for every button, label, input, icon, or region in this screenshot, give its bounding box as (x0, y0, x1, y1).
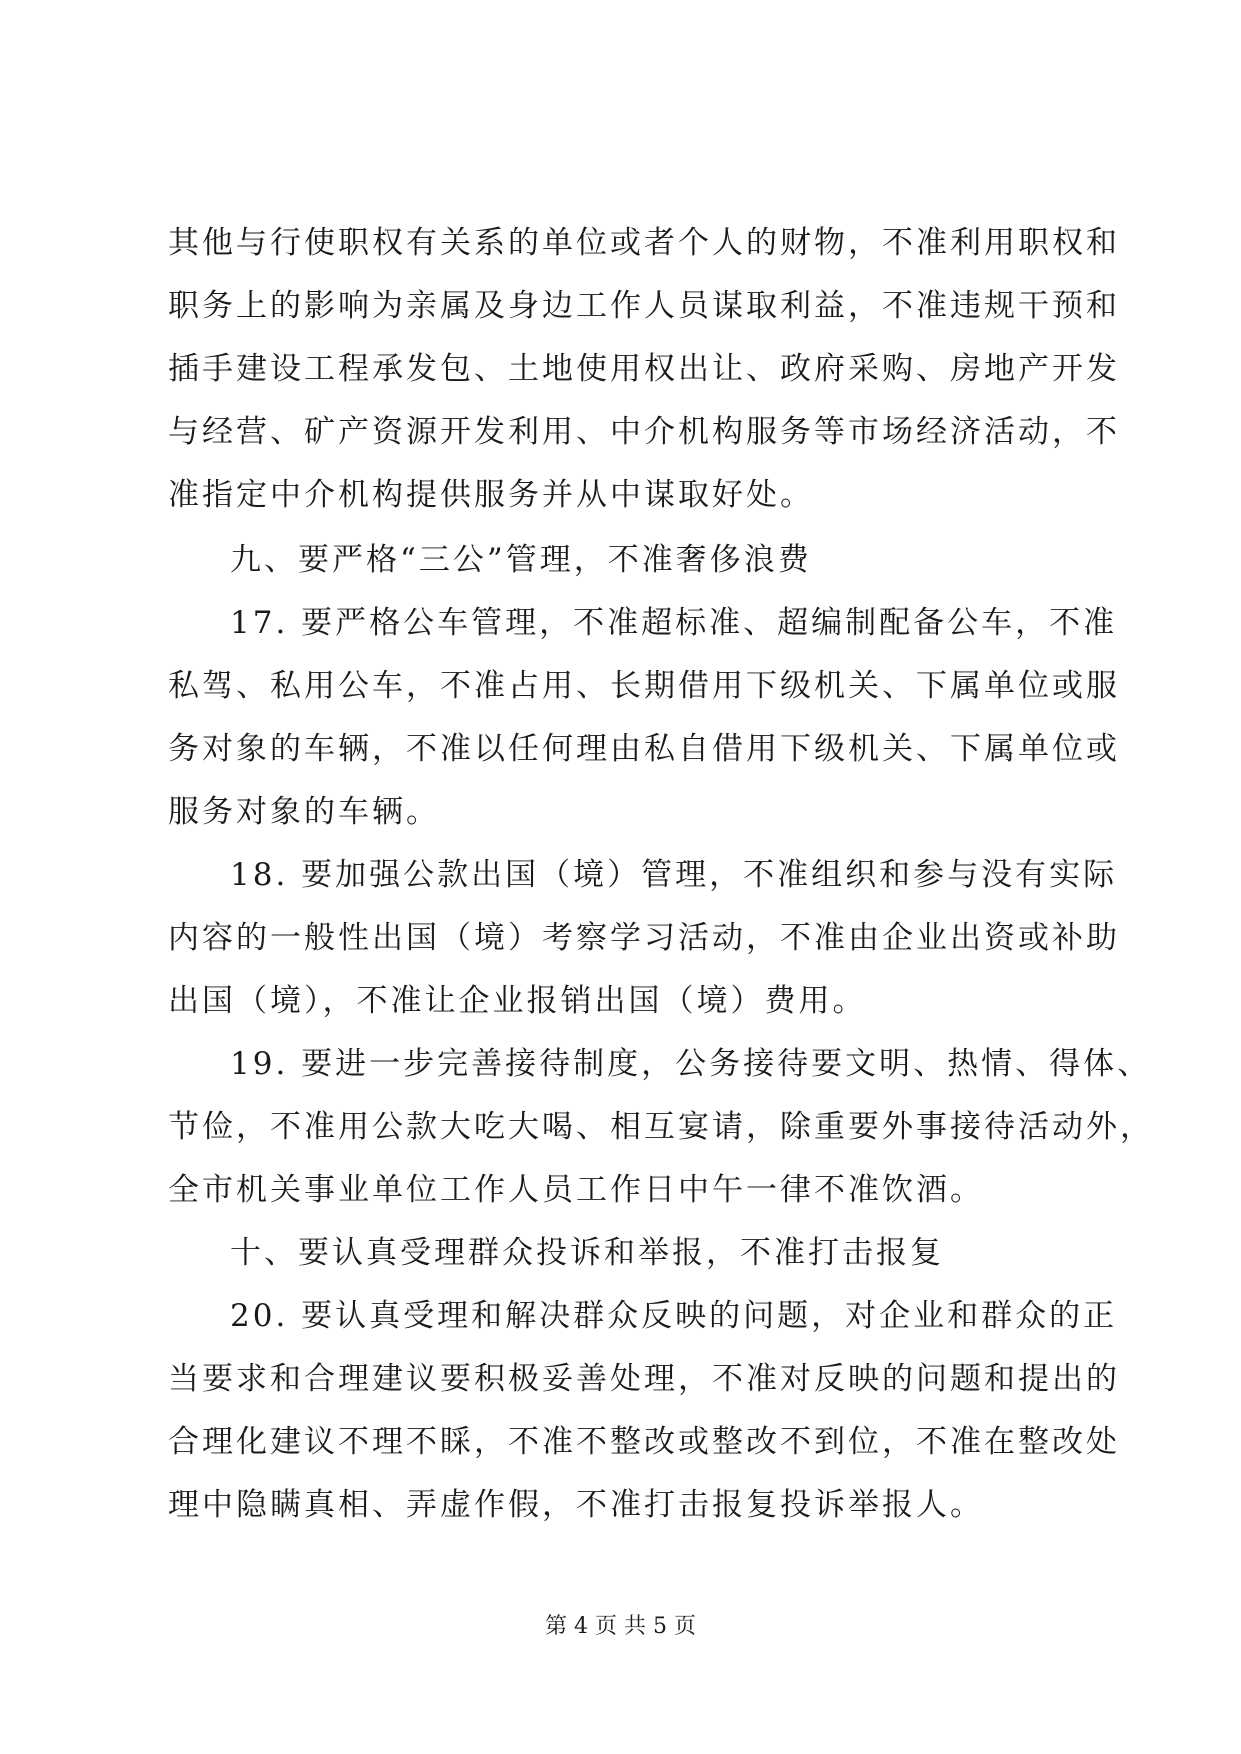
paragraph-line: 20. 要认真受理和解决群众反映的问题，对企业和群众的正 (230, 1298, 1118, 1334)
section-heading: 十、要认真受理群众投诉和举报，不准打击报复 (230, 1235, 944, 1271)
paragraph-line: 其他与行使职权有关系的单位或者个人的财物，不准利用职权和 (168, 225, 1120, 261)
page-footer: 第 4 页 共 5 页 (545, 1614, 696, 1639)
paragraph-line: 当要求和合理建议要积极妥善处理，不准对反映的问题和提出的 (168, 1361, 1120, 1397)
paragraph-line: 理中隐瞒真相、弄虚作假，不准打击报复投诉举报人。 (168, 1487, 984, 1523)
paragraph-line: 准指定中介机构提供服务并从中谋取好处。 (168, 477, 814, 513)
paragraph-line: 职务上的影响为亲属及身边工作人员谋取利益，不准违规干预和 (168, 288, 1120, 324)
paragraph-line: 全市机关事业单位工作人员工作日中午一律不准饮酒。 (168, 1172, 984, 1208)
paragraph-line: 合理化建议不理不睬，不准不整改或整改不到位，不准在整改处 (168, 1424, 1120, 1460)
paragraph-line: 18. 要加强公款出国（境）管理，不准组织和参与没有实际 (230, 857, 1118, 893)
paragraph-line: 插手建设工程承发包、土地使用权出让、政府采购、房地产开发 (168, 351, 1120, 387)
paragraph-line: 务对象的车辆，不准以任何理由私自借用下级机关、下属单位或 (168, 731, 1120, 767)
paragraph-line: 节俭，不准用公款大吃大喝、相互宴请，除重要外事接待活动外， (168, 1109, 1154, 1145)
section-heading: 九、要严格“三公”管理，不准奢侈浪费 (230, 542, 812, 578)
paragraph-line: 服务对象的车辆。 (168, 794, 440, 830)
paragraph-line: 私驾、私用公车，不准占用、长期借用下级机关、下属单位或服 (168, 668, 1120, 704)
paragraph-line: 出国（境），不准让企业报销出国（境）费用。 (168, 983, 867, 1019)
paragraph-line: 内容的一般性出国（境）考察学习活动，不准由企业出资或补助 (168, 920, 1120, 956)
paragraph-line: 17. 要严格公车管理，不准超标准、超编制配备公车，不准 (230, 605, 1118, 641)
paragraph-line: 与经营、矿产资源开发利用、中介机构服务等市场经济活动，不 (168, 414, 1120, 450)
paragraph-line: 19. 要进一步完善接待制度，公务接待要文明、热情、得体、 (230, 1046, 1152, 1082)
